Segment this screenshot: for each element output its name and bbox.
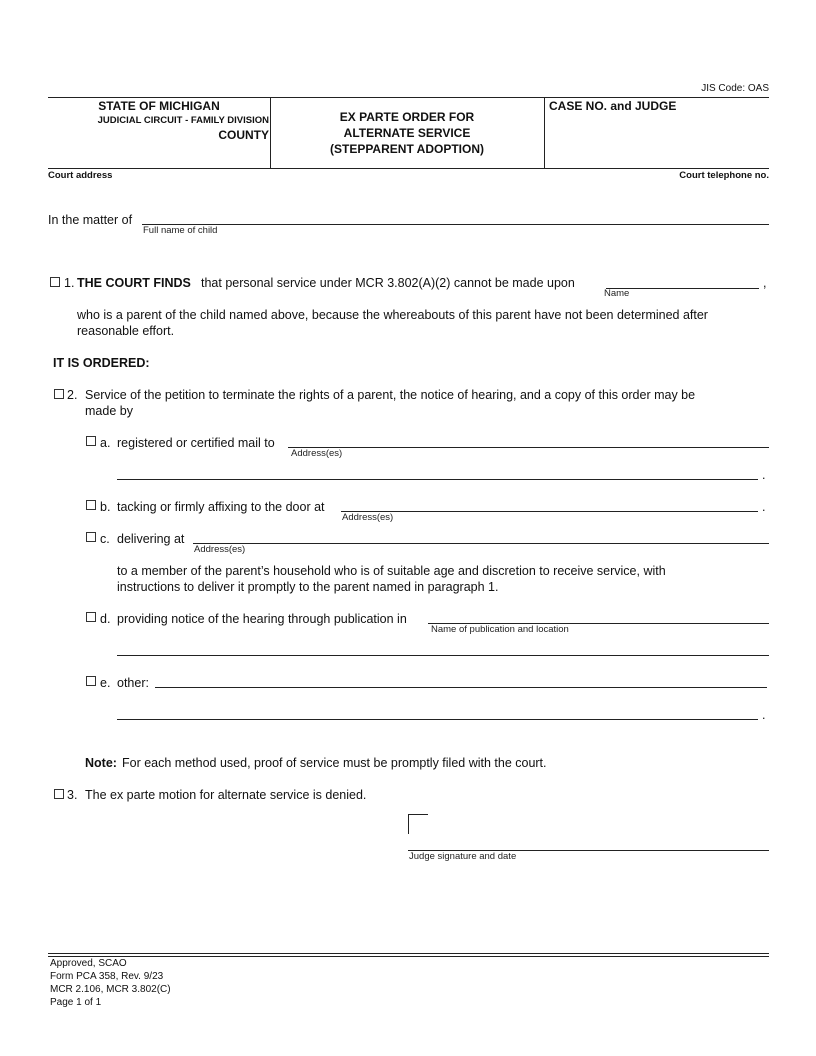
seal-corner-top — [408, 814, 428, 815]
item2b-checkbox[interactable] — [86, 500, 96, 510]
item2-number: 2. — [67, 388, 78, 402]
mail-address-field-line2[interactable] — [117, 479, 758, 480]
item2c-cont-line2: instructions to deliver it promptly to the parent named in paragraph 1. — [117, 580, 499, 594]
footer-mcr: MCR 2.106, MCR 3.802(C) — [50, 984, 171, 995]
item2b-label: b. — [100, 500, 111, 514]
state-name: STATE OF MICHIGAN — [98, 99, 220, 113]
publication-field-line2[interactable] — [117, 655, 769, 656]
item2b-text: tacking or firmly affixing to the door at — [117, 500, 325, 514]
delivery-address-field[interactable] — [193, 543, 769, 544]
other-method-field-line2[interactable] — [117, 719, 758, 720]
header-bottom-rule — [48, 168, 769, 169]
item3-number: 3. — [67, 788, 78, 802]
note-text: For each method used, proof of service must be promptly filed with the court. — [122, 756, 547, 770]
item2a-period: . — [762, 468, 766, 482]
item3-text: The ex parte motion for alternate service is denied. — [85, 788, 367, 802]
seal-corner-left — [408, 814, 409, 834]
header-divider-right — [544, 97, 545, 168]
item2c-label: c. — [100, 532, 110, 546]
door-address-caption: Address(es) — [342, 512, 394, 523]
item1-comma: , — [763, 276, 767, 290]
publication-caption: Name of publication and location — [431, 624, 569, 635]
item1-text: that personal service under MCR 3.802(A)(2) cannot be made upon — [201, 276, 575, 290]
item2c-text: delivering at — [117, 532, 185, 546]
case-no-label: CASE NO. and JUDGE — [549, 99, 677, 113]
item1-finds-bold: THE COURT FINDS — [77, 276, 191, 290]
item2-line1: Service of the petition to terminate the rights of a parent, the notice of hearing, and a copy of this order may be — [85, 388, 696, 402]
footer-form-number: Form PCA 358, Rev. 9/23 — [50, 971, 164, 982]
item2a-checkbox[interactable] — [86, 436, 96, 446]
parent-name-caption: Name — [604, 288, 630, 299]
other-method-field[interactable] — [155, 687, 767, 688]
item2-checkbox[interactable] — [54, 389, 64, 399]
mail-address-caption: Address(es) — [291, 448, 343, 459]
judge-signature-caption: Judge signature and date — [409, 851, 517, 862]
door-address-field[interactable] — [341, 511, 758, 512]
note-label: Note: — [85, 756, 117, 770]
child-name-field[interactable] — [142, 224, 769, 225]
item1-cont-line2: reasonable effort. — [77, 324, 175, 338]
court-telephone-label: Court telephone no. — [679, 170, 769, 181]
item1-checkbox[interactable] — [50, 277, 60, 287]
footer-rule-1 — [48, 953, 769, 954]
item2e-label: e. — [100, 676, 111, 690]
matter-label: In the matter of — [48, 213, 133, 227]
item2d-checkbox[interactable] — [86, 612, 96, 622]
item2b-period: . — [762, 500, 766, 514]
mail-address-field[interactable] — [288, 447, 769, 448]
county-label: COUNTY — [218, 128, 269, 142]
item2e-period: . — [762, 708, 766, 722]
form-title-line3: (STEPPARENT ADOPTION) — [329, 142, 484, 156]
item2-line2: made by — [85, 404, 133, 418]
item3-checkbox[interactable] — [54, 789, 64, 799]
item1-cont-line1: who is a parent of the child named above, because the whereabouts of this parent have not been determined after — [77, 308, 708, 322]
item2c-cont-line1: to a member of the parent’s household who is of suitable age and discretion to receive service, with — [117, 564, 666, 578]
court-address-label: Court address — [48, 170, 113, 181]
item2e-text: other: — [117, 676, 149, 690]
jis-code: JIS Code: OAS — [701, 83, 769, 94]
delivery-address-caption: Address(es) — [194, 544, 246, 555]
footer-rule-2 — [48, 956, 769, 957]
item2d-label: d. — [100, 612, 111, 626]
item2a-label: a. — [100, 436, 111, 450]
form-title-line2: ALTERNATE SERVICE — [343, 126, 471, 140]
it-is-ordered-heading: IT IS ORDERED: — [53, 356, 150, 370]
item1-number: 1. — [64, 276, 75, 290]
child-name-caption: Full name of child — [143, 225, 218, 236]
footer-approved: Approved, SCAO — [50, 958, 127, 969]
item2d-text: providing notice of the hearing through publication in — [117, 612, 407, 626]
item2e-checkbox[interactable] — [86, 676, 96, 686]
form-title-line1: EX PARTE ORDER FOR — [339, 110, 475, 124]
item2a-text: registered or certified mail to — [117, 436, 275, 450]
judicial-circuit: JUDICIAL CIRCUIT - FAMILY DIVISION — [97, 115, 269, 126]
header-top-rule — [48, 97, 769, 98]
footer-page: Page 1 of 1 — [50, 997, 102, 1008]
item2c-checkbox[interactable] — [86, 532, 96, 542]
